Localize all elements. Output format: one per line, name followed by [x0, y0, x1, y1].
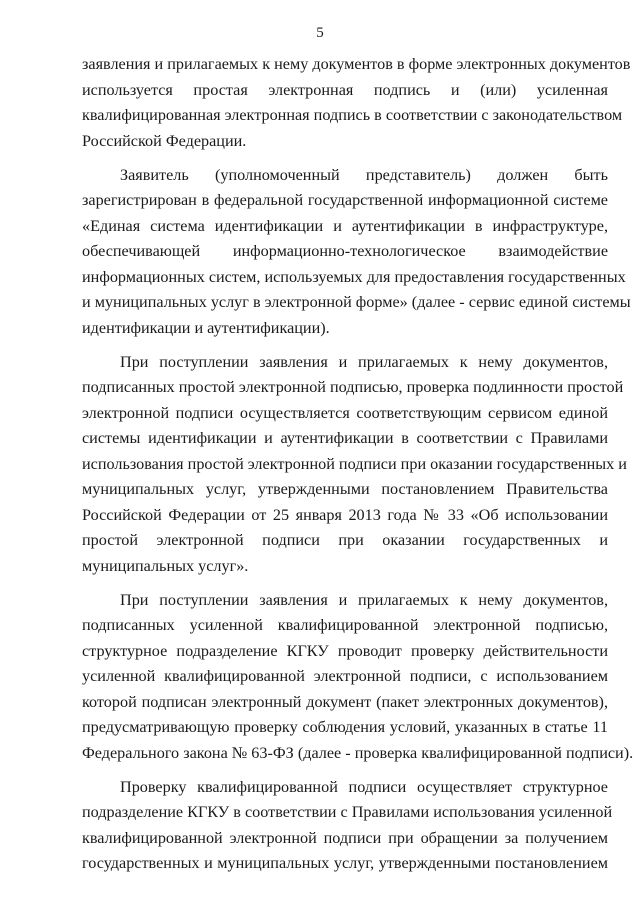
text-line: идентификации и аутентификации). [82, 318, 330, 337]
text-line: подписанных усиленной квалифицированной электронной подписью, [82, 616, 608, 634]
text-line: обеспечивающей информационно-технологическое взаимодействие [82, 242, 608, 260]
text-line: используется простая электронная подпись и (или) усиленная [82, 80, 608, 99]
text-line: Российской Федерации. [82, 131, 247, 150]
text-line: квалифицированная электронная подпись в соответствии с законодательством [82, 106, 623, 124]
text-line: Заявитель (уполномоченный представитель) должен быть [120, 165, 608, 184]
text-line: Федерального закона № 63-ФЗ (далее - проверка квалифицированной подписи). [82, 743, 634, 762]
page-number: 5 [316, 25, 324, 41]
text-line: квалифицированной электронной подписи при обращении за получением [82, 828, 608, 847]
text-line: структурное подразделение КГКУ проводит проверку действительности [82, 641, 608, 660]
text-line: которой подписан электронный документ (пакет электронных документов), [82, 692, 608, 711]
text-line: муниципальных услуг, утвержденными постановлением Правительства [82, 480, 608, 498]
document-body [82, 52, 634, 877]
text-line: Проверку квалифицированной подписи осуществляет структурное [120, 777, 608, 796]
text-line: При поступлении заявления и прилагаемых к нему документов, [120, 590, 608, 609]
text-line: зарегистрирован в федеральной государственной информационной системе [82, 191, 608, 209]
text-line: заявления и прилагаемых к нему документов в форме электронных документов [82, 55, 631, 73]
text-line: муниципальных услуг». [82, 556, 249, 575]
text-line: усиленной квалифицированной электронной подписи, с использованием [82, 667, 608, 685]
text-line: использования простой электронной подписи при оказании государственных и [82, 454, 627, 473]
text-line: При поступлении заявления и прилагаемых к нему документов, [120, 352, 608, 371]
text-line: Российской Федерации от 25 января 2013 года № 33 «Об использовании [82, 505, 608, 524]
text-line: государственных и муниципальных услуг, утвержденными постановлением [82, 854, 608, 872]
paragraph-4 [82, 588, 634, 767]
text-line: подразделение КГКУ в соответствии с Правилами использования усиленной [82, 803, 613, 821]
paragraph-2 [82, 163, 631, 342]
text-line: предусматривающую проверку соблюдения условий, указанных в статье 11 [82, 718, 608, 736]
text-line: системы идентификации и аутентификации в соответствии с Правилами [82, 429, 608, 447]
text-line: и муниципальных услуг в электронной форме» (далее - сервис единой системы [82, 293, 631, 311]
text-line: «Единая система идентификации и аутентификации в инфраструктуре, [82, 216, 608, 235]
paragraph-3 [82, 350, 627, 580]
text-line: простой электронной подписи при оказании государственных и [82, 531, 608, 549]
paragraph-1 [82, 52, 631, 154]
text-line: информационных систем, используемых для предоставления государственных [82, 267, 626, 286]
text-line: подписанных простой электронной подписью, проверка подлинности простой [82, 378, 624, 396]
text-line: электронной подписи осуществляется соответствующим сервисом единой [82, 403, 608, 422]
paragraph-5 [82, 775, 613, 877]
